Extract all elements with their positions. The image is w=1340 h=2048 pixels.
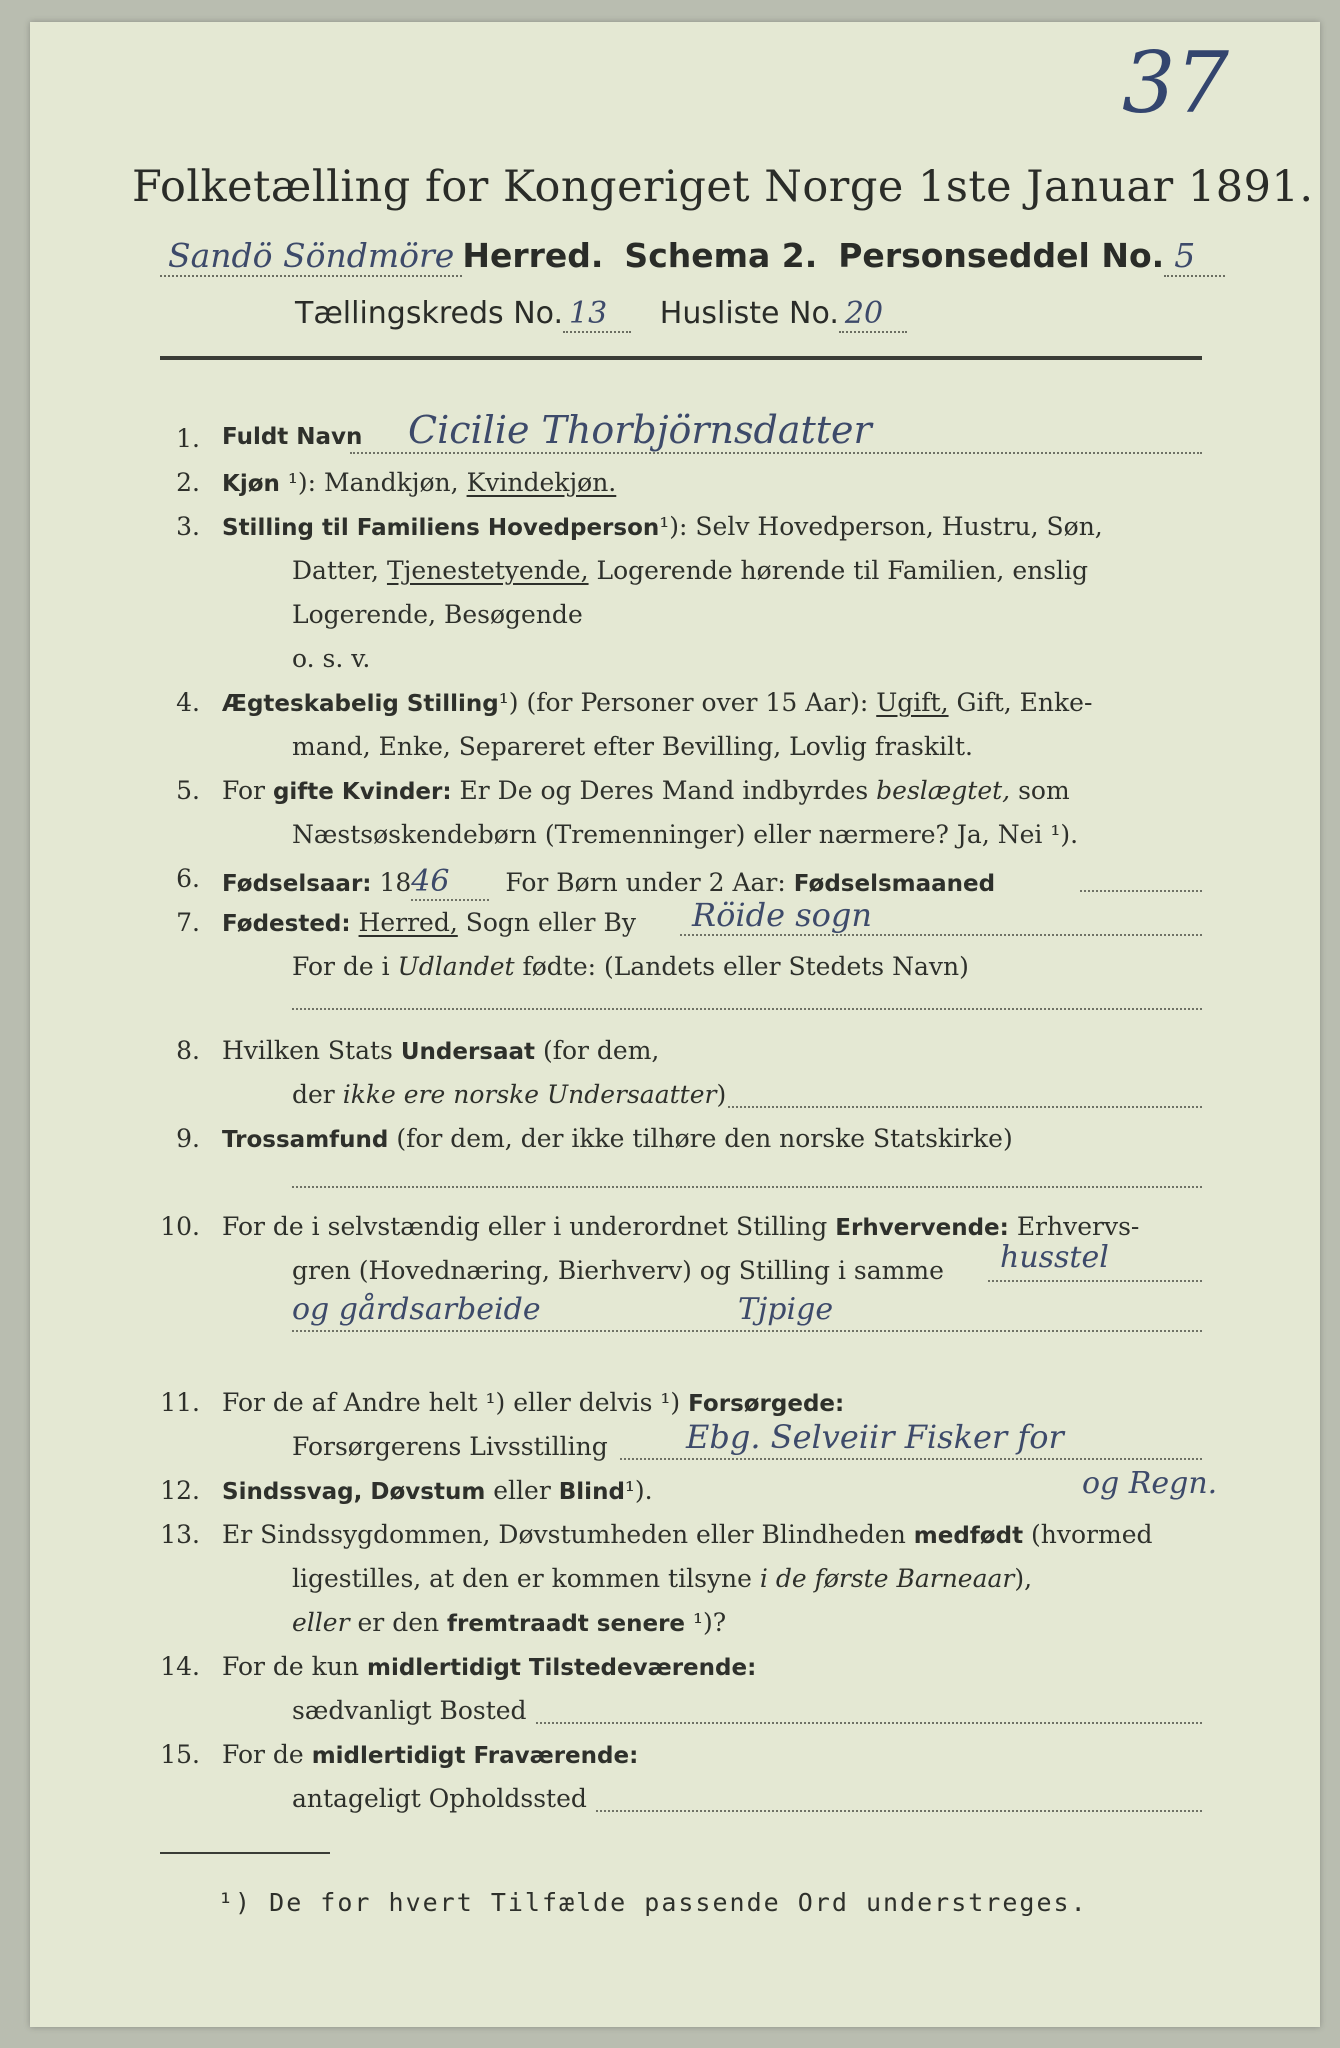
q4-option-ugift[interactable]: Ugift, <box>876 688 949 717</box>
q9-number: 9. <box>176 1124 200 1153</box>
q10-text-2: Erhvervs- <box>1016 1212 1140 1241</box>
q4-line-2: mand, Enke, Separeret efter Bevilling, Lovlig fraskilt. <box>292 732 973 761</box>
q8-line-2-b: ikke ere norske Undersaatter <box>342 1080 717 1109</box>
q2-option-kvindekjon[interactable]: Kvindekjøn. <box>466 468 617 497</box>
q13-line-3 <box>292 1608 726 1637</box>
q6-dotted-line <box>1080 890 1202 892</box>
q11-line-2: Forsørgerens Livsstilling <box>292 1432 608 1461</box>
kreds-value[interactable]: 13 <box>563 296 631 333</box>
q3-text: ¹): Selv Hovedperson, Hustru, Søn, <box>659 512 1103 541</box>
q13-number: 13. <box>160 1520 200 1549</box>
q5-text-2: som <box>1018 776 1070 805</box>
husliste-label: Husliste No. <box>659 296 839 331</box>
q1-dotted-line <box>350 452 1202 454</box>
q6-label-2: Fødselsmaaned <box>793 871 996 897</box>
q13-line-2-c: ), <box>1014 1564 1033 1593</box>
q1-answer-name[interactable]: Cicilie Thorbjörnsdatter <box>408 408 872 452</box>
q6-text: For Børn under 2 Aar: <box>505 868 786 897</box>
q10-dotted-line-1 <box>988 1280 1202 1282</box>
q5-label: gifte Kvinder: <box>272 779 452 805</box>
q4-label: Ægteskabelig Stilling <box>222 691 499 717</box>
q9-text: (for dem, der ikke tilhøre den norske Statskirke) <box>396 1124 1013 1153</box>
q5-number: 5. <box>176 776 200 805</box>
q8-line-2 <box>292 1080 726 1109</box>
q13-line-3-b: er den <box>357 1608 440 1637</box>
header-rule <box>160 356 1202 360</box>
q13-line-3-a: eller <box>292 1608 350 1637</box>
form-title: Folketælling for Kongeriget Norge 1ste Januar 1891. <box>132 162 1314 212</box>
q7-line-2-b: Udlandet <box>397 952 515 981</box>
q14-pre: For de kun <box>222 1652 360 1681</box>
q4-text-2: Gift, Enke- <box>956 688 1093 717</box>
q11-answer-1[interactable]: Ebg. Selveiir Fisker for <box>686 1418 1064 1456</box>
q3-line-2 <box>292 556 1088 585</box>
q3-line-4: o. s. v. <box>292 644 371 673</box>
q10-answer-2[interactable]: og gårdsarbeide <box>292 1292 541 1327</box>
q12-label-2: Blind <box>558 1479 625 1505</box>
q7-answer[interactable]: Röide sogn <box>692 896 872 934</box>
q7-label: Fødested: <box>222 911 351 937</box>
q9-dotted-line <box>292 1186 1202 1188</box>
q7-line-2-a: For de i <box>292 952 390 981</box>
q3-label: Stilling til Familiens Hovedperson <box>222 515 660 541</box>
q1-number: 1. <box>176 424 200 453</box>
q2-number: 2. <box>176 468 200 497</box>
q5-pre: For <box>222 776 265 805</box>
q8-number: 8. <box>176 1036 200 1065</box>
footnote-rule <box>160 1852 330 1854</box>
q15-dotted-line <box>596 1810 1202 1812</box>
q10-dotted-line-2 <box>292 1330 1202 1332</box>
q10-number: 10. <box>160 1212 200 1241</box>
q13-text-2: (hvormed <box>1031 1520 1153 1549</box>
q2-option-mandkjon[interactable]: Mandkjøn, <box>324 468 459 497</box>
footnote: ¹) De for hvert Tilfælde passende Ord understreges. <box>218 1888 1088 1917</box>
q10-label: Erhvervende: <box>835 1215 1009 1241</box>
q10-text: For de i selvstændig eller i underordnet Stilling <box>222 1212 828 1241</box>
q7-dotted-line-2 <box>292 1008 1202 1010</box>
kreds-label: Tællingskreds No. <box>295 296 563 331</box>
q2-sup: ¹): <box>287 468 317 497</box>
q7-option-herred[interactable]: Herred, <box>358 908 458 937</box>
q12-sup: ¹). <box>624 1476 653 1505</box>
q3-option-tjenestetyende[interactable]: Tjenestetyende, <box>386 556 589 585</box>
q4-text: ¹) (for Personer over 15 Aar): <box>498 688 869 717</box>
q14-line-2: sædvanligt Bosted <box>292 1696 527 1725</box>
q5-text: Er De og Deres Mand indbyrdes <box>459 776 869 805</box>
q7-dotted-line <box>680 934 1202 936</box>
q12-number: 12. <box>160 1476 200 1505</box>
q13-line-2-a: ligestilles, at den er kommen tilsyne <box>292 1564 752 1593</box>
q11-answer-2[interactable]: og Regn. <box>1082 1466 1218 1501</box>
q8-dotted-line <box>728 1106 1202 1108</box>
q13-line-2 <box>292 1564 1032 1593</box>
schema-label: Schema 2. <box>624 236 818 275</box>
q11-number: 11. <box>160 1388 200 1417</box>
header-line-kreds <box>295 296 907 331</box>
q3-line-3: Logerende, Besøgende <box>292 600 583 629</box>
q8-line-2-a: der <box>292 1080 335 1109</box>
q7-number: 7. <box>176 908 200 937</box>
q13-label: medfødt <box>913 1523 1024 1549</box>
q6-label: Fødselsaar: <box>222 871 372 897</box>
q8-line-2-c: ) <box>716 1080 727 1109</box>
q15-line-2: antageligt Opholdssted <box>292 1784 587 1813</box>
q3-option-datter[interactable]: Datter, <box>292 556 379 585</box>
q7-line-2 <box>292 952 969 981</box>
q6-number: 6. <box>176 864 200 893</box>
q14-number: 14. <box>160 1652 200 1681</box>
q13-line-2-b: i de første Barneaar <box>759 1564 1015 1593</box>
q6-year-prefix: 18 <box>379 868 412 897</box>
q12-label: Sindssvag, Døvstum <box>222 1479 486 1505</box>
q6-year-value[interactable]: 46 <box>411 864 489 901</box>
q13-text: Er Sindssygdommen, Døvstumheden eller Blindheden <box>222 1520 906 1549</box>
q2-label: Kjøn <box>222 471 280 497</box>
husliste-value[interactable]: 20 <box>839 296 907 333</box>
q11-text: For de af Andre helt ¹) eller delvis ¹) <box>222 1388 681 1417</box>
q15-pre: For de <box>222 1740 304 1769</box>
q10-answer-1[interactable]: husstel <box>1000 1240 1109 1275</box>
q1-label: Fuldt Navn <box>222 424 363 450</box>
q7-text: Sogn eller By <box>465 908 636 937</box>
q15-number: 15. <box>160 1740 200 1769</box>
q8-label: Undersaat <box>400 1039 536 1065</box>
personseddel-label: Personseddel No. <box>838 236 1165 275</box>
herred-value[interactable]: Sandö Söndmöre <box>160 236 462 277</box>
header-line-herred <box>160 236 1225 275</box>
q5-line-2: Næstsøskendebørn (Tremenninger) eller nærmere? Ja, Nei ¹). <box>292 820 1079 849</box>
q14-dotted-line <box>536 1722 1202 1724</box>
q8-text-2: (for dem, <box>542 1036 660 1065</box>
q13-line-3-d: ¹)? <box>692 1608 727 1637</box>
q13-line-3-c: fremtraadt senere <box>447 1611 686 1637</box>
q3-number: 3. <box>176 512 200 541</box>
q15-label: midlertidigt Fraværende: <box>311 1743 639 1769</box>
q7-line-2-c: fødte: (Landets eller Stedets Navn) <box>522 952 969 981</box>
q3-line-2-rest: Logerende hørende til Familien, enslig <box>596 556 1089 585</box>
q11-dotted-line <box>620 1458 1202 1460</box>
q4-number: 4. <box>176 688 200 717</box>
page-number: 37 <box>1122 34 1229 132</box>
q14-label: midlertidigt Tilstedeværende: <box>366 1655 757 1681</box>
herred-label: Herred. <box>462 236 604 275</box>
q10-answer-3[interactable]: Tjpige <box>738 1292 834 1327</box>
q11-label: Forsørgede: <box>688 1391 845 1417</box>
q12-text: eller <box>493 1476 551 1505</box>
q8-text: Hvilken Stats <box>222 1036 393 1065</box>
q5-italic: beslægtet, <box>876 776 1011 805</box>
q10-line-2: gren (Hovednæring, Bierhverv) og Stilling i samme <box>292 1256 944 1285</box>
personseddel-value[interactable]: 5 <box>1164 236 1225 277</box>
q9-label: Trossamfund <box>222 1127 389 1153</box>
